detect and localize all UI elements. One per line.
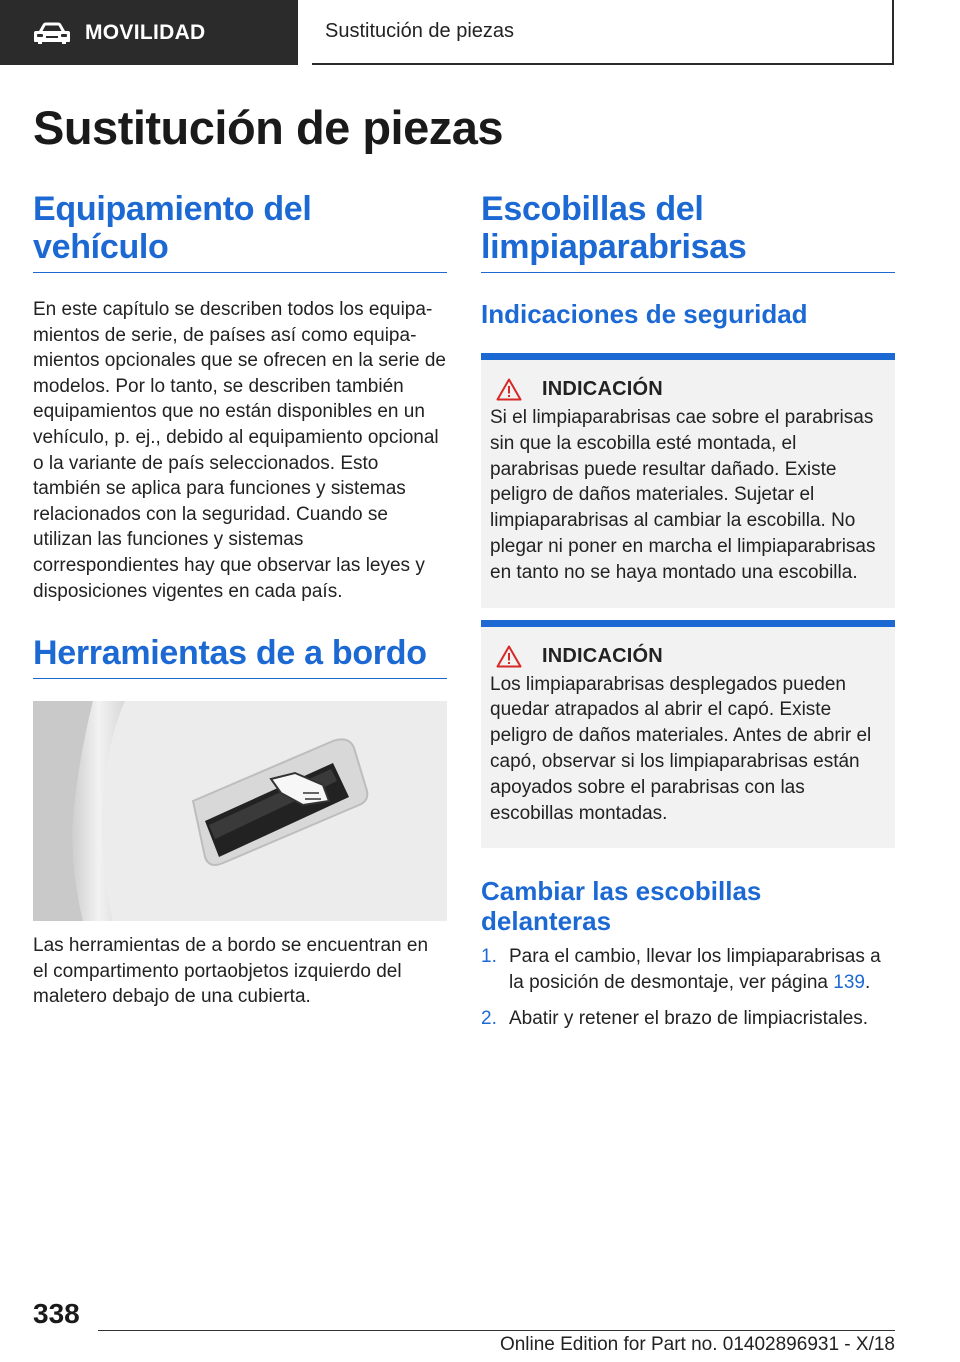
header-chapter-label: Sustitución de piezas (325, 20, 515, 42)
notice-box (481, 353, 895, 608)
steps-list (481, 944, 895, 1031)
notice-text: Si el limpiaparabrisas cae sobre el parabrisas sin que la escobilla esté montada, el parabrisas puede resultar dañado. Existe peligro de daños materiales. Sujetar el limpiaparabrisas al cambiar la escobilla. No plegar ni poner en marcha el limpiaparabrisas en tanto no se haya montado una escobilla. (490, 407, 876, 583)
step-number: 2. (481, 1007, 497, 1029)
trunk-compartment-photo (33, 701, 447, 921)
left-column (33, 190, 447, 1010)
equipment-heading: Equipamiento del vehículo (33, 190, 447, 273)
header-section-label: MOVILIDAD (85, 20, 206, 44)
tools-text: Las herramientas de a bordo se encuentran en el compartimento portaobjetos izquierdo del maletero debajo de una cubierta. (33, 935, 429, 1008)
notice-title: INDICACIÓN (542, 644, 663, 667)
page-title: Sustitución de piezas (33, 101, 504, 154)
car-icon (33, 22, 71, 44)
notice-box (481, 620, 895, 849)
footer-divider (98, 1330, 895, 1331)
step-number: 1. (481, 946, 497, 968)
step-text: Abatir y retener el brazo de limpiacristales. (509, 1007, 869, 1029)
list-item (481, 1006, 895, 1032)
right-column (481, 190, 895, 1042)
notice-title: INDICACIÓN (542, 378, 663, 400)
wiper-blades-heading: Escobillas del limpiaparabrisas (481, 190, 895, 273)
safety-heading: Indicaciones de seguridad (481, 299, 808, 329)
warning-triangle-icon (496, 645, 522, 668)
step-text: Para el cambio, llevar los limpiaparabrisas a la posición de desmontaje, ver página 139. (509, 946, 881, 994)
list-item (481, 944, 895, 996)
header-chapter-box (312, 0, 894, 65)
header-section-tab (0, 0, 298, 65)
notice-text: Los limpiaparabrisas desplegados pueden quedar atrapados al abrir el capó. Existe peligro de daños materiales. Antes de abrir el capó, observar si los limpiaparabrisas están apoyados sobre el parabrisas con las escobillas montadas. (490, 673, 872, 824)
change-blades-heading: Cambiar las escobillas delanteras (481, 876, 762, 937)
equipment-text: En este capítulo se describen todos los equipamientos de serie, de países así como equipamientos opcionales que se ofrecen en la serie de modelos. Por lo tanto, se describen también equipamientos que no están disponibles en un vehículo, p. ej., debido al equipamiento opcional o la variante de país seleccionados. Esto también se aplica para funciones y sistemas relacionados con la seguridad. Cuando se utilizan las funciones y sistemas correspondientes hay que observar las leyes y disposiciones vigentes en cada país. (33, 299, 446, 602)
page-link[interactable]: 139 (833, 972, 865, 994)
tools-heading: Herramientas de a bordo (33, 634, 447, 679)
warning-triangle-icon (496, 378, 522, 401)
footer-edition: Online Edition for Part no. 01402896931 - X/18 (499, 1334, 895, 1355)
page-number: 338 (33, 1298, 80, 1329)
